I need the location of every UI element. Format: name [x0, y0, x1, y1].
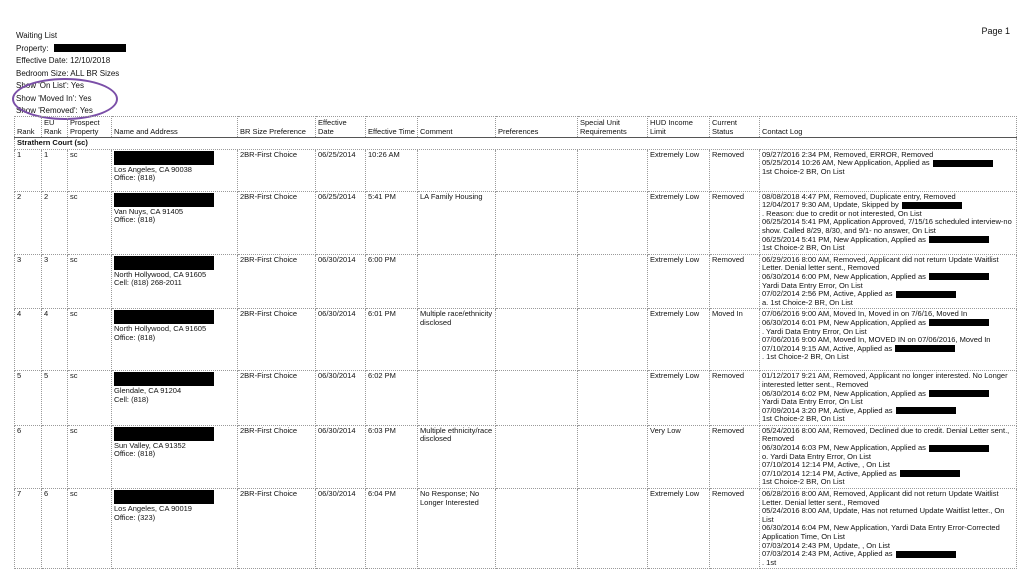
contact-log-cell [760, 371, 1017, 426]
show-moved-in-line: Show 'Moved In': Yes [16, 93, 92, 103]
time-cell: 6:01 PM [366, 309, 418, 371]
report-title: Waiting List [16, 31, 58, 40]
date-cell: 06/30/2014 [316, 489, 366, 569]
property-cell: sc [68, 371, 112, 426]
address-cell [112, 371, 238, 426]
contact-log-entry: 06/30/2014 6:03 PM, New Application, Applied as [762, 444, 1014, 453]
status-cell: Removed [710, 149, 760, 191]
comment-cell [418, 254, 496, 309]
special-unit-cell [578, 489, 648, 569]
property-label: Property: [16, 43, 49, 53]
address-line: North Hollywood, CA 91605 [114, 324, 207, 334]
col-hud-income: HUD Income Limit [648, 117, 710, 138]
br-size-cell: 2BR-First Choice [238, 254, 316, 309]
col-special-unit: Special Unit Requirements [578, 117, 648, 138]
redaction-box [900, 470, 960, 477]
preferences-cell [496, 425, 578, 488]
contact-log-entry: 07/10/2014 12:14 PM, Active, Applied as [762, 470, 1014, 479]
contact-log-cell [760, 191, 1017, 254]
contact-log-entry: 08/08/2018 4:47 PM, Removed, Duplicate entry, Removed [762, 191, 956, 201]
contact-log-cell [760, 149, 1017, 191]
redaction-box [929, 445, 989, 452]
contact-log-entry: 07/02/2014 2:56 PM, Active, Applied as [762, 290, 1014, 299]
br-size-cell: 2BR-First Choice [238, 309, 316, 371]
rank-cell: 2 [15, 191, 42, 254]
contact-log-entry: 07/09/2014 3:20 PM, Active, Applied as [762, 407, 1014, 416]
special-unit-cell [578, 254, 648, 309]
time-cell: 5:41 PM [366, 191, 418, 254]
rank-cell: 5 [15, 371, 42, 426]
contact-log-entry: 06/25/2014 5:41 PM, New Application, Applied as [762, 236, 1014, 245]
redaction-box [896, 291, 956, 298]
contact-log-entry: 06/25/2014 5:41 PM, Application Approved, 7/15/16 scheduled interview-no show. Called 8/29, 8/30, and 9/1- no answer, On List [762, 217, 1012, 235]
hud-cell: Very Low [648, 425, 710, 488]
date-cell: 06/25/2014 [316, 191, 366, 254]
col-name-address: Name and Address [112, 117, 238, 138]
status-cell: Removed [710, 191, 760, 254]
status-cell: Removed [710, 371, 760, 426]
contact-log-entry: 06/29/2016 8:00 AM, Removed, Applicant did not return Update Waitlist Letter. Denial letter sent., Removed [762, 254, 999, 273]
table-row [15, 425, 1017, 488]
contact-log-cell [760, 489, 1017, 569]
preferences-cell [496, 371, 578, 426]
show-on-list-line: Show 'On List': Yes [16, 81, 84, 90]
page-number: Page 1 [981, 26, 1010, 36]
br-size-cell: 2BR-First Choice [238, 149, 316, 191]
bedroom-size-line: Bedroom Size: ALL BR Sizes [16, 68, 120, 78]
address-line: Cell: (818) 268-2011 [114, 278, 182, 288]
br-size-cell: 2BR-First Choice [238, 191, 316, 254]
contact-log-entry: . Yardi Data Entry Error, On List [762, 326, 867, 336]
redaction-box [929, 236, 989, 243]
property-cell: sc [68, 149, 112, 191]
col-preferences: Preferences [496, 117, 578, 138]
property-cell: sc [68, 425, 112, 488]
address-line: Office: (818) [114, 173, 156, 183]
comment-cell: No Response; No Longer Interested [418, 489, 496, 569]
address-line: Glendale, CA 91204 [114, 386, 182, 396]
address-line: North Hollywood, CA 91605 [114, 269, 207, 279]
redaction-box [114, 427, 214, 441]
contact-log-entry: 05/24/2016 8:00 AM, Removed, Declined due to credit. Denial Letter sent., Removed [762, 425, 1010, 444]
show-removed-line: Show 'Removed': Yes [16, 106, 93, 115]
redaction-box [896, 407, 956, 414]
col-effective-time: Effective Time [366, 117, 418, 138]
comment-cell: Multiple ethnicity/race disclosed [418, 425, 496, 488]
preferences-cell [496, 489, 578, 569]
eu-rank-cell: 3 [42, 254, 68, 309]
highlight-circle [12, 78, 118, 120]
property-cell: sc [68, 254, 112, 309]
col-effective-date: Effective Date [316, 117, 366, 138]
hud-cell: Extremely Low [648, 489, 710, 569]
property-cell: sc [68, 309, 112, 371]
col-contact-log: Contact Log [760, 117, 1017, 138]
address-cell [112, 191, 238, 254]
time-cell: 10:26 AM [366, 149, 418, 191]
redaction-box [929, 390, 989, 397]
contact-log-cell [760, 309, 1017, 371]
time-cell: 6:00 PM [366, 254, 418, 309]
contact-log-entry: . 1st [762, 557, 777, 567]
contact-log-entry: 06/30/2014 6:02 PM, New Application, Applied as [762, 390, 1014, 399]
comment-cell: LA Family Housing [418, 191, 496, 254]
table-header-row [15, 117, 1017, 138]
table-row [15, 254, 1017, 309]
col-rank: Rank [15, 117, 42, 138]
special-unit-cell [578, 149, 648, 191]
contact-log-entry: 1st Choice-2 BR, On List [762, 166, 845, 176]
contact-log-entry: 12/04/2017 9:30 AM, Update, Skipped by [762, 201, 1014, 210]
eu-rank-cell: 5 [42, 371, 68, 426]
contact-log-entry: 1st Choice-2 BR, On List [762, 243, 845, 253]
redaction-box [929, 319, 989, 326]
redaction-box [114, 193, 214, 207]
address-line: Los Angeles, CA 90038 [114, 164, 192, 174]
status-cell: Removed [710, 254, 760, 309]
col-br-size: BR Size Preference [238, 117, 316, 138]
rank-cell: 1 [15, 149, 42, 191]
address-cell [112, 489, 238, 569]
contact-log-entry: 07/06/2016 9:00 AM, Moved In, MOVED IN on 07/06/2016, Moved In [762, 335, 991, 345]
property-cell: sc [68, 489, 112, 569]
redaction-box [114, 256, 214, 270]
redaction-box [902, 202, 962, 209]
contact-log-entry: 05/24/2016 8:00 AM, Update, Has not returned Update Waitlist letter., On List [762, 506, 1005, 524]
contact-log-entry: Yardi Data Entry Error, On List [762, 280, 863, 290]
contact-log-entry: 05/25/2014 10:26 AM, New Application, Applied as [762, 159, 1014, 168]
table-row [15, 191, 1017, 254]
eu-rank-cell: 4 [42, 309, 68, 371]
contact-log-entry: a. 1st Choice-2 BR, On List [762, 297, 853, 307]
col-eu-rank: EU Rank [42, 117, 68, 138]
date-cell: 06/25/2014 [316, 149, 366, 191]
contact-log-entry: 09/27/2016 2:34 PM, Removed, ERROR, Removed [762, 149, 934, 159]
date-cell: 06/30/2014 [316, 254, 366, 309]
special-unit-cell [578, 309, 648, 371]
contact-log-entry: 07/10/2014 12:14 PM, Active, , On List [762, 460, 890, 470]
br-size-cell: 2BR-First Choice [238, 425, 316, 488]
contact-log-cell [760, 254, 1017, 309]
redaction-box [114, 372, 214, 386]
time-cell: 6:03 PM [366, 425, 418, 488]
redaction-box [114, 310, 214, 324]
status-cell: Removed [710, 425, 760, 488]
contact-log-entry: 06/28/2016 8:00 AM, Removed, Applicant did not return Update Waitlist Letter. Denial letter sent., Removed [762, 489, 999, 507]
contact-log-entry: 1st Choice-2 BR, On List [762, 477, 845, 487]
group-label: Strathern Court (sc) [15, 138, 1017, 150]
rank-cell: 7 [15, 489, 42, 569]
redaction-box [895, 345, 955, 352]
redaction-box [114, 151, 214, 165]
contact-log-entry: 07/10/2014 9:15 AM, Active, Applied as [762, 345, 1014, 354]
address-cell [112, 149, 238, 191]
date-cell: 06/30/2014 [316, 371, 366, 426]
property-line [16, 43, 126, 56]
status-cell: Removed [710, 489, 760, 569]
redaction-box [896, 551, 956, 558]
preferences-cell [496, 309, 578, 371]
table-row [15, 149, 1017, 191]
rank-cell: 4 [15, 309, 42, 371]
comment-cell: Multiple race/ethnicity disclosed [418, 309, 496, 371]
contact-log-entry: 07/03/2014 2:43 PM, Update, , On List [762, 540, 890, 550]
hud-cell: Extremely Low [648, 371, 710, 426]
address-cell [112, 425, 238, 488]
hud-cell: Extremely Low [648, 254, 710, 309]
effective-date-line: Effective Date: 12/10/2018 [16, 56, 111, 65]
contact-log-entry: 07/03/2014 2:43 PM, Active, Applied as [762, 550, 1014, 559]
status-cell: Moved In [710, 309, 760, 371]
comment-cell [418, 149, 496, 191]
eu-rank-cell: 2 [42, 191, 68, 254]
comment-cell [418, 371, 496, 426]
hud-cell: Extremely Low [648, 309, 710, 371]
table-row [15, 309, 1017, 371]
contact-log-entry: . 1st Choice-2 BR, On List [762, 352, 849, 362]
contact-log-entry: 1st Choice-2 BR, On List [762, 414, 845, 424]
eu-rank-cell: 1 [42, 149, 68, 191]
contact-log-entry: 06/30/2014 6:00 PM, New Application, Applied as [762, 273, 1014, 282]
address-line: Office: (818) [114, 332, 156, 342]
contact-log-entry: 06/30/2014 6:01 PM, New Application, Applied as [762, 319, 1014, 328]
preferences-cell [496, 191, 578, 254]
br-size-cell: 2BR-First Choice [238, 371, 316, 426]
property-cell: sc [68, 191, 112, 254]
table-row [15, 371, 1017, 426]
special-unit-cell [578, 371, 648, 426]
contact-log-entry: . Reason: due to credit or not interested, On List [762, 208, 922, 218]
group-row [15, 138, 1017, 150]
address-line: Cell: (818) [114, 394, 149, 404]
address-line: Office: (818) [114, 215, 156, 225]
address-line: Los Angeles, CA 90019 [114, 504, 192, 514]
preferences-cell [496, 254, 578, 309]
address-cell [112, 254, 238, 309]
time-cell: 6:04 PM [366, 489, 418, 569]
eu-rank-cell: 6 [42, 489, 68, 569]
rank-cell: 3 [15, 254, 42, 309]
time-cell: 6:02 PM [366, 371, 418, 426]
special-unit-cell [578, 191, 648, 254]
contact-log-entry: 01/12/2017 9:21 AM, Removed, Applicant no longer interested. No Longer interested letter sent., Removed [762, 371, 1008, 389]
br-size-cell: 2BR-First Choice [238, 489, 316, 569]
eu-rank-cell [42, 425, 68, 488]
redaction-box [929, 273, 989, 280]
address-line: Van Nuys, CA 91405 [114, 206, 184, 216]
contact-log-entry: 07/06/2016 9:00 AM, Moved In, Moved in on 7/6/16, Moved In [762, 309, 968, 319]
special-unit-cell [578, 425, 648, 488]
hud-cell: Extremely Low [648, 149, 710, 191]
address-cell [112, 309, 238, 371]
redaction-box [114, 490, 214, 504]
address-line: Office: (818) [114, 449, 156, 459]
date-cell: 06/30/2014 [316, 309, 366, 371]
redaction-box [933, 160, 993, 167]
table-row [15, 489, 1017, 569]
contact-log-entry: o. Yardi Data Entry Error, On List [762, 451, 871, 461]
contact-log-entry: 06/30/2014 6:04 PM, New Application, Yardi Data Entry Error-Corrected Application Time, On List [762, 523, 1000, 541]
rank-cell: 6 [15, 425, 42, 488]
redaction-box [54, 44, 126, 52]
address-line: Sun Valley, CA 91352 [114, 440, 186, 450]
waiting-list-table [14, 116, 1017, 569]
address-line: Office: (323) [114, 512, 156, 522]
hud-cell: Extremely Low [648, 191, 710, 254]
date-cell: 06/30/2014 [316, 425, 366, 488]
contact-log-cell [760, 425, 1017, 488]
preferences-cell [496, 149, 578, 191]
col-prospect-property: Prospect Property [68, 117, 112, 138]
col-current-status: Current Status [710, 117, 760, 138]
col-comment: Comment [418, 117, 496, 138]
contact-log-entry: Yardi Data Entry Error, On List [762, 397, 863, 407]
